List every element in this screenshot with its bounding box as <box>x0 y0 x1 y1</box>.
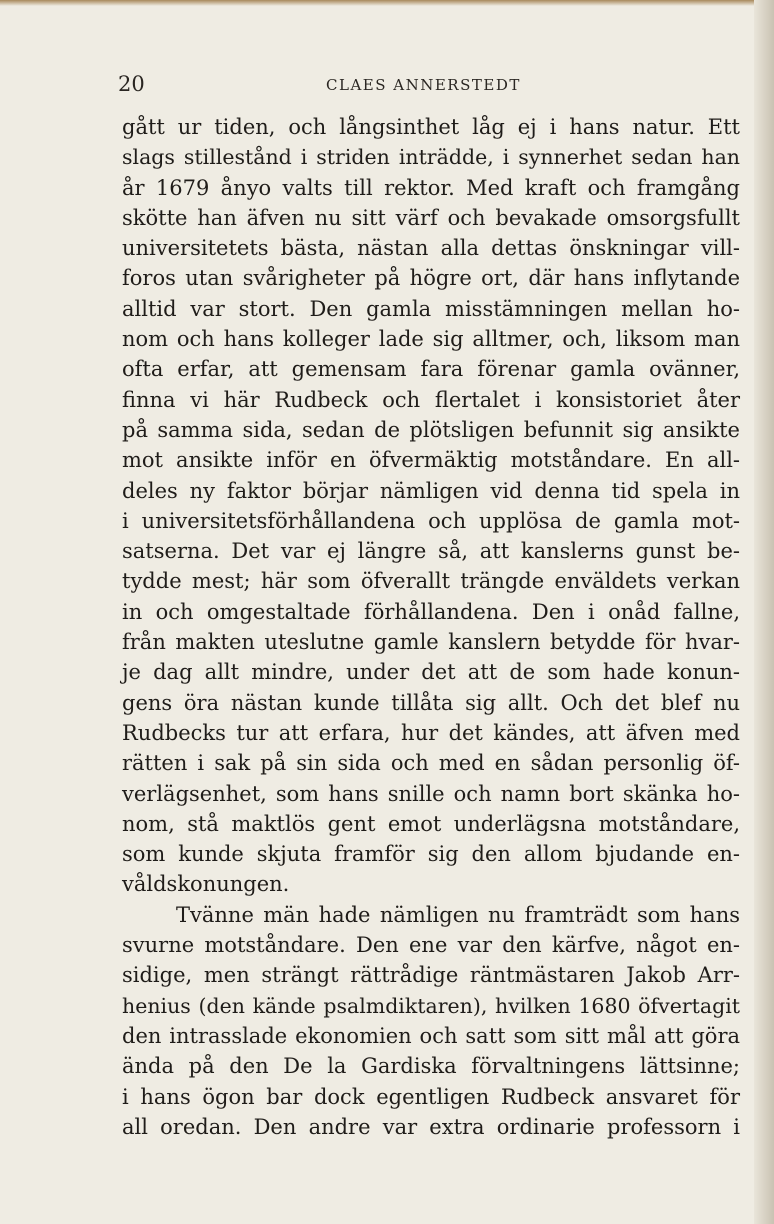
text-line: från makten uteslutne gamle kanslern betydde för hvar- <box>122 630 740 655</box>
text-line: på samma sida, sedan de plötsligen befunnit sig ansikte <box>122 417 740 442</box>
text-line: år 1679 ånyo valts till rektor. Med kraft och framgång <box>122 175 740 200</box>
text-line: henius (den kände psalmdiktaren), hvilken 1680 öfvertagit <box>122 993 740 1018</box>
text-line: slags stillestånd i striden inträdde, i synnerhet sedan han <box>122 145 740 170</box>
text-line: tydde mest; här som öfverallt trängde enväldets verkan <box>122 569 740 594</box>
text-line: den intrasslade ekonomien och satt som sitt mål att göra <box>122 1023 740 1048</box>
text-line: verlägsenhet, som hans snille och namn bort skänka ho- <box>122 781 740 806</box>
text-line: i hans ögon bar dock egentligen Rudbeck ansvaret för <box>122 1084 740 1109</box>
text-line: rätten i sak på sin sida och med en sådan personlig öf- <box>122 751 740 776</box>
page-top-edge <box>0 0 774 6</box>
text-line: Rudbecks tur att erfara, hur det kändes, att äfven med <box>122 720 740 745</box>
text-line: satserna. Det var ej längre så, att kanslerns gunst be- <box>122 539 740 564</box>
text-line: gått ur tiden, och långsinthet låg ej i hans natur. Ett <box>122 115 740 139</box>
text-line: ända på den De la Gardiska förvaltningens lättsinne; <box>122 1054 740 1079</box>
text-line: alltid var stort. Den gamla misstämningen mellan ho- <box>122 296 740 321</box>
text-line: sidige, men strängt rättrådige räntmästaren Jakob Arr- <box>122 963 740 988</box>
text-line: gens öra nästan kunde tillåta sig allt. Och det blef nu <box>122 690 740 715</box>
text-line: mot ansikte inför en öfvermäktig motståndare. En all- <box>122 448 740 473</box>
page-right-edge <box>754 0 774 1224</box>
text-line: foros utan svårigheter på högre ort, där hans inflytande <box>122 266 740 291</box>
text-line: i universitetsförhållandena och upplösa de gamla mot- <box>122 508 740 533</box>
text-line: je dag allt mindre, under det att de som hade konun- <box>122 660 740 685</box>
text-line: svurne motståndare. Den ene var den kärfve, något en- <box>122 933 740 958</box>
text-line: all oredan. Den andre var extra ordinarie professorn i <box>122 1114 740 1139</box>
text-line: nom, stå maktlös gent emot underlägsna motståndare, <box>122 811 740 836</box>
text-line: nom och hans kolleger lade sig alltmer, och, liksom man <box>122 327 740 352</box>
text-line: skötte han äfven nu sitt värf och bevakade omsorgsfullt <box>122 205 740 230</box>
text-line: in och omgestaltade förhållandena. Den i onåd fallne, <box>122 599 740 624</box>
text-line: finna vi här Rudbeck och flertalet i konsistoriet åter <box>122 387 740 412</box>
text-line: ofta erfar, att gemensam fara förenar gamla ovänner, <box>122 357 740 382</box>
running-title: CLAES ANNERSTEDT <box>326 76 521 94</box>
text-line: våldskonungen. <box>122 872 290 897</box>
text-line: universitetets bästa, nästan alla dettas önskningar vill- <box>122 236 740 261</box>
text-line: som kunde skjuta framför sig den allom bjudande en- <box>122 842 740 867</box>
page-number: 20 <box>118 72 145 96</box>
running-head <box>118 72 738 102</box>
text-line: deles ny faktor börjar nämligen vid denna tid spela in <box>122 478 740 503</box>
text-line: Tvänne män hade nämligen nu framträdt som hans <box>176 902 740 927</box>
body-text <box>122 112 740 1142</box>
